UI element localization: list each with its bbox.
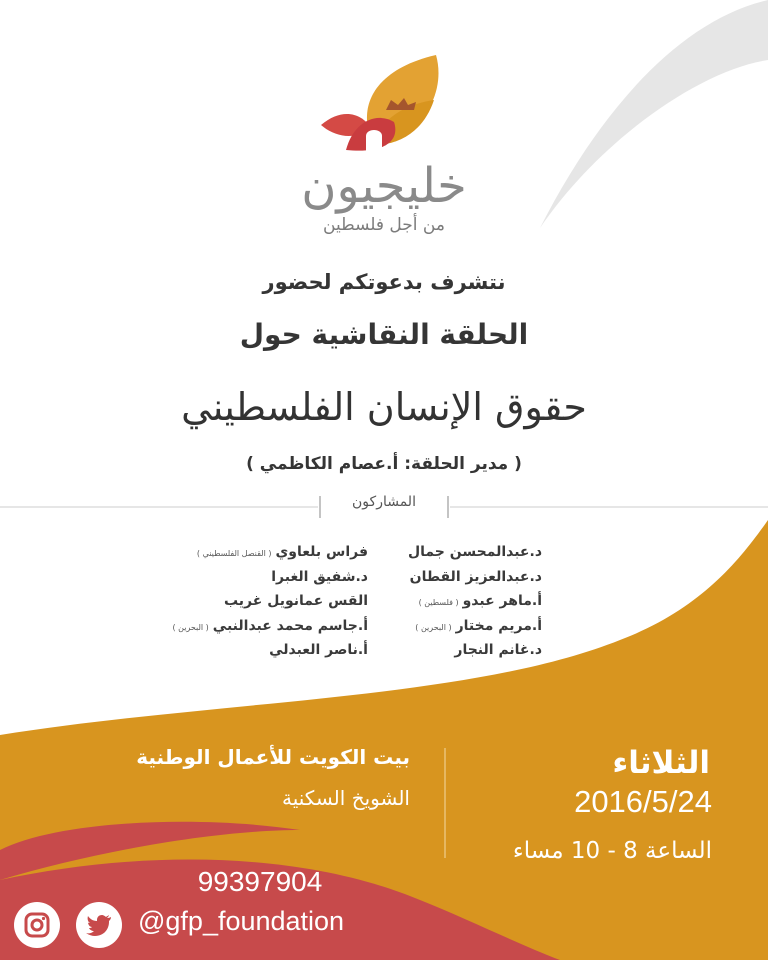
participants-left-column bbox=[148, 540, 368, 663]
participants-heading: المشاركون bbox=[352, 494, 416, 510]
participant-note: ( البحرين ) bbox=[172, 622, 209, 632]
venue-area: الشويخ السكنية bbox=[282, 786, 410, 810]
twitter-button[interactable] bbox=[76, 902, 122, 948]
contact-handle[interactable]: @gfp_foundation bbox=[138, 906, 345, 936]
participant-name: د.عبدالمحسن جمال bbox=[408, 544, 542, 560]
brand-name: خليجيون bbox=[301, 158, 467, 214]
participant-item bbox=[148, 614, 368, 639]
participant-note: ( فلسطين ) bbox=[418, 598, 459, 607]
venue-name: بيت الكويت للأعمال الوطنية bbox=[136, 745, 410, 769]
participant-name: القس عمانويل غريب bbox=[223, 593, 368, 609]
participant-name: أ.ناصر العبدلي bbox=[269, 642, 368, 658]
topic-title: حقوق الإنسان الفلسطيني bbox=[181, 385, 587, 429]
participant-name: د.عبدالعزيز القطان bbox=[409, 568, 542, 585]
participant-item bbox=[148, 589, 368, 614]
participant-name: د.شفيق الغبرا bbox=[271, 568, 368, 585]
panel-title: الحلقة النقاشية حول bbox=[239, 318, 529, 351]
camel-sun-leaf-logo-icon bbox=[316, 50, 456, 160]
top-right-swoosh bbox=[540, 0, 768, 228]
instagram-icon bbox=[14, 902, 60, 948]
participant-note: ( البحرين ) bbox=[415, 622, 452, 632]
participant-name: أ.مريم مختار bbox=[455, 617, 542, 634]
event-day: الثلاثاء bbox=[612, 745, 710, 781]
invitation-intro: نتشرف بدعوتكم لحضور bbox=[262, 270, 506, 294]
event-date: 2016/5/24 bbox=[574, 784, 712, 819]
participant-name: د.غانم النجار bbox=[454, 642, 542, 658]
participant-name: فراس بلعاوي bbox=[275, 544, 368, 560]
twitter-icon bbox=[76, 902, 122, 948]
participant-item bbox=[148, 565, 368, 590]
contact-phone: 99397904 bbox=[197, 866, 323, 897]
brand-tagline: من أجل فلسطين bbox=[323, 215, 445, 235]
instagram-button[interactable] bbox=[14, 902, 60, 948]
participant-item bbox=[148, 540, 368, 565]
event-time: الساعة 8 - 10 مساء bbox=[512, 838, 712, 864]
participant-name: أ.جاسم محمد عبدالنبي bbox=[212, 617, 368, 634]
participant-name: أ.ماهر عبدو bbox=[462, 593, 542, 609]
participant-note: ( القنصل الفلسطيني ) bbox=[196, 549, 272, 558]
moderator-line: ( مدير الحلقة: أ.عصام الكاظمي ) bbox=[246, 454, 522, 474]
participant-item bbox=[148, 638, 368, 663]
